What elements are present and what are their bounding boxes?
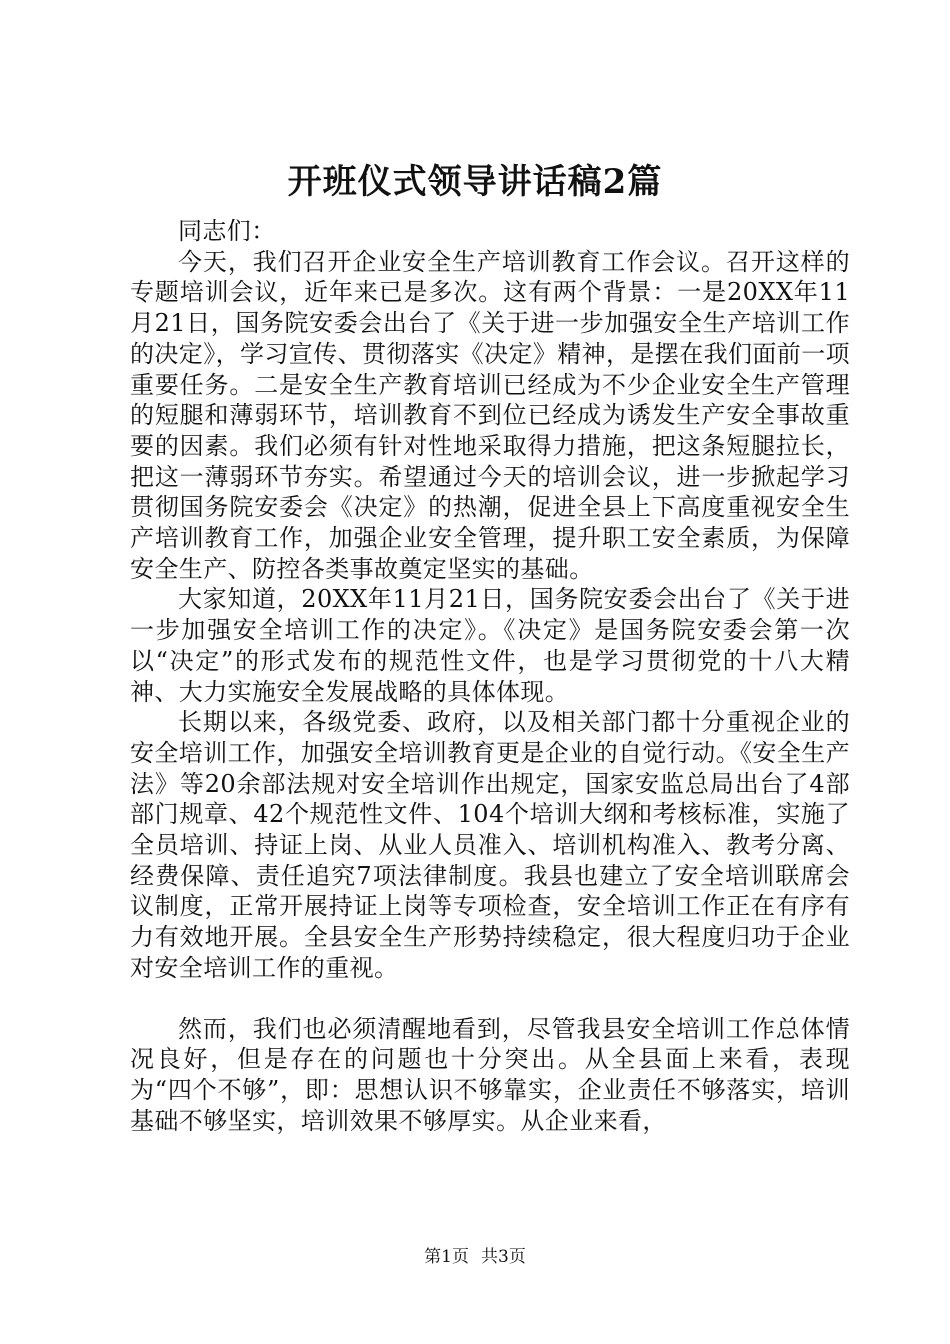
paragraph-4: 然而，我们也必须清醒地看到，尽管我县安全培训工作总体情况良好，但是存在的问题也十分突出。从全县面上来看，表现为“四个不够”，即：思想认识不够靠实，企业责任不够落实，培训基础不够坚实，培训效果不够厚实。从企业来看， [130, 1014, 850, 1135]
document-body [130, 216, 850, 1136]
page-number: 第1页 [424, 1247, 469, 1267]
paragraph-3: 长期以来，各级党委、政府，以及相关部门都十分重视企业的安全培训工作，加强安全培训教育更是企业的自觉行动。《安全生产法》等20余部法规对安全培训作出规定，国家安监总局出台了4部部门规章、42个规范性文件、104个培训大纲和考核标准，实施了全员培训、持证上岗、从业人员准入、培训机构准入、教考分离、经费保障、责任追究7项法律制度。我县也建立了安全培训联席会议制度，正常开展持证上岗等专项检查，安全培训工作正在有序有力有效地开展。全县安全生产形势持续稳定，很大程度归功于企业对安全培训工作的重视。 [130, 708, 850, 982]
page-footer [0, 1246, 950, 1268]
paragraph-1: 今天，我们召开企业安全生产培训教育工作会议。召开这样的专题培训会议，近年来已是多次。这有两个背景：一是20XX年11月21日，国务院安委会出台了《关于进一步加强安全生产培训工作的决定》，学习宣传、贯彻落实《决定》精神，是摆在我们面前一项重要任务。二是安全生产教育培训已经成为不少企业安全生产管理的短腿和薄弱环节，培训教育不到位已经成为诱发生产安全事故重要的因素。我们必须有针对性地采取得力措施，把这条短腿拉长，把这一薄弱环节夯实。希望通过今天的培训会议，进一步掀起学习贯彻国务院安委会《决定》的热潮，促进全县上下高度重视安全生产培训教育工作，加强企业安全管理，提升职工安全素质，为保障安全生产、防控各类事故奠定坚实的基础。 [130, 247, 850, 583]
document-title: 开班仪式领导讲话稿2篇 [287, 162, 663, 202]
salutation: 同志们： [178, 217, 276, 245]
page-total: 共3页 [481, 1247, 526, 1267]
paragraph-2: 大家知道，20XX年11月21日，国务院安委会出台了《关于进一步加强安全培训工作的决定》。《决定》是国务院安委会第一次以“决定”的形式发布的规范性文件，也是学习贯彻党的十八大精神、大力实施安全发展战略的具体体现。 [130, 585, 850, 706]
